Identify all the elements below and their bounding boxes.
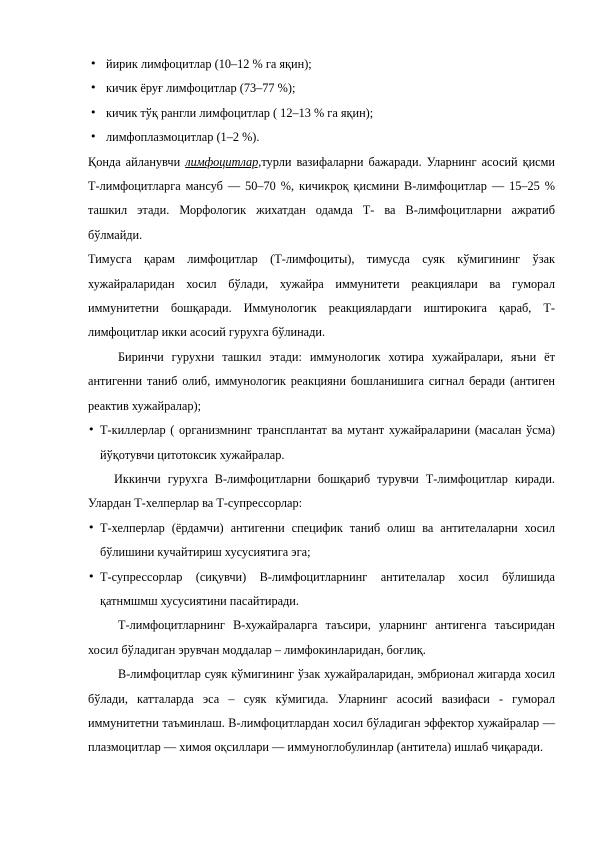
bullet-icon: • — [88, 569, 95, 583]
list-item-text: Т-хелперлар (ёрдамчи) антигенни специфик таниб олиш ва антителаларни хосил бўлишини кучайтириш хусусиятига эга; — [100, 520, 555, 560]
paragraph-b-lymphocytes: В-лимфоцитлар суяк кўмигининг ўзак хужайраларидан, эмбрионал жигарда хосил бўлади, катталарда эса – суяк кўмигида. Уларнинг асосий вазифаси - гуморал иммунитетни таъминлаш. В-лимфоцитлардан хосил бўладиган эффектор хужайралар — плазмоцитлар — химоя оқсиллари — иммуноглобулинлар (антитела) ишлаб чиқаради. — [88, 667, 555, 755]
bullet-icon: • — [88, 423, 95, 437]
paragraph-first-group: Биринчи гурухни ташкил этади: иммунологик хотира хужайралари, яъни ёт антигенни таниб олиб, иммунологик реакцияни бошланишига сигнал беради (антиген реактив хужайралар); — [88, 349, 555, 413]
term-lymphocytes: лимфоцитлар, — [185, 154, 262, 169]
lymphocyte-types-list — [88, 52, 555, 150]
list-item — [88, 76, 555, 100]
paragraph-t-influence: Т-лимфоцитларнинг В-хужайраларга таъсири, уларнинг антигенга таъсиридан хосил бўладиган эрувчан моддалар – лимфокинларидан, боғлиқ. — [88, 618, 555, 657]
paragraph-circulating-lymphocytes — [88, 150, 555, 248]
bullet-icon: • — [90, 130, 97, 144]
bullet-icon: • — [88, 520, 95, 534]
list-item-text: кичик тўқ рангли лимфоцитлар ( 12–13 % га яқин); — [106, 105, 374, 120]
list-item-text: йирик лимфоцитлар (10–12 % га яқин); — [106, 57, 312, 71]
list-item — [88, 125, 555, 149]
bullet-icon: • — [90, 105, 97, 119]
second-group-list — [88, 516, 555, 614]
list-item — [88, 565, 555, 614]
list-item — [88, 101, 555, 125]
bullet-icon: • — [90, 57, 97, 70]
list-item-text: Т-супрессорлар (сиқувчи) В-лимфоцитларнинг антителалар хосил бўлишида қатнмшмш хусусиятини пасайтиради. — [100, 569, 555, 608]
paragraph-second-group: Иккинчи гурухга В-лимфоцитларни бошқариб турувчи Т-лимфоцитлар киради. Улардан Т-хелперлар ва Т-супрессорлар: — [88, 471, 555, 511]
list-item-text: лимфоплазмоцитлар (1–2 %). — [106, 130, 260, 145]
paragraph-lead: Қонда айланувчи — [88, 154, 186, 169]
paragraph-body: турли вазифаларни бажаради. Уларнинг асосий қисми Т-лимфоцитларга мансуб — 50–70 %, кичикроқ қисмини В-лимфоцитлар — 15–25 % ташкил этади. Морфологик жихатдан одамда Т- ва В-лимфоцитларни ажратиб бўлмайди. — [88, 154, 555, 242]
list-item — [88, 418, 555, 467]
list-item — [88, 52, 555, 76]
list-item — [88, 516, 555, 565]
bullet-icon: • — [90, 81, 97, 95]
first-group-list — [88, 418, 555, 467]
document-page — [88, 52, 555, 760]
paragraph-t-lymphocytes: Тимусга қарам лимфоцитлар (Т-лимфоциты), тимусда суяк кўмигининг ўзак хужайраларидан хосил бўлади, хужайра иммунитети реакциялари ва гуморал иммунитетни бошқаради. Иммунологик реакциялардаги иштирокига қараб, Т-лимфоцитлар икки асосий гурухга бўлинади. — [88, 252, 555, 340]
list-item-text: Т-киллерлар ( организмнинг трансплантат ва мутант хужайраларини (масалан ўсма) йўқотувчи цитотоксик хужайралар. — [100, 423, 555, 462]
list-item-text: кичик ёруғ лимфоцитлар (73–77 %); — [106, 81, 296, 96]
